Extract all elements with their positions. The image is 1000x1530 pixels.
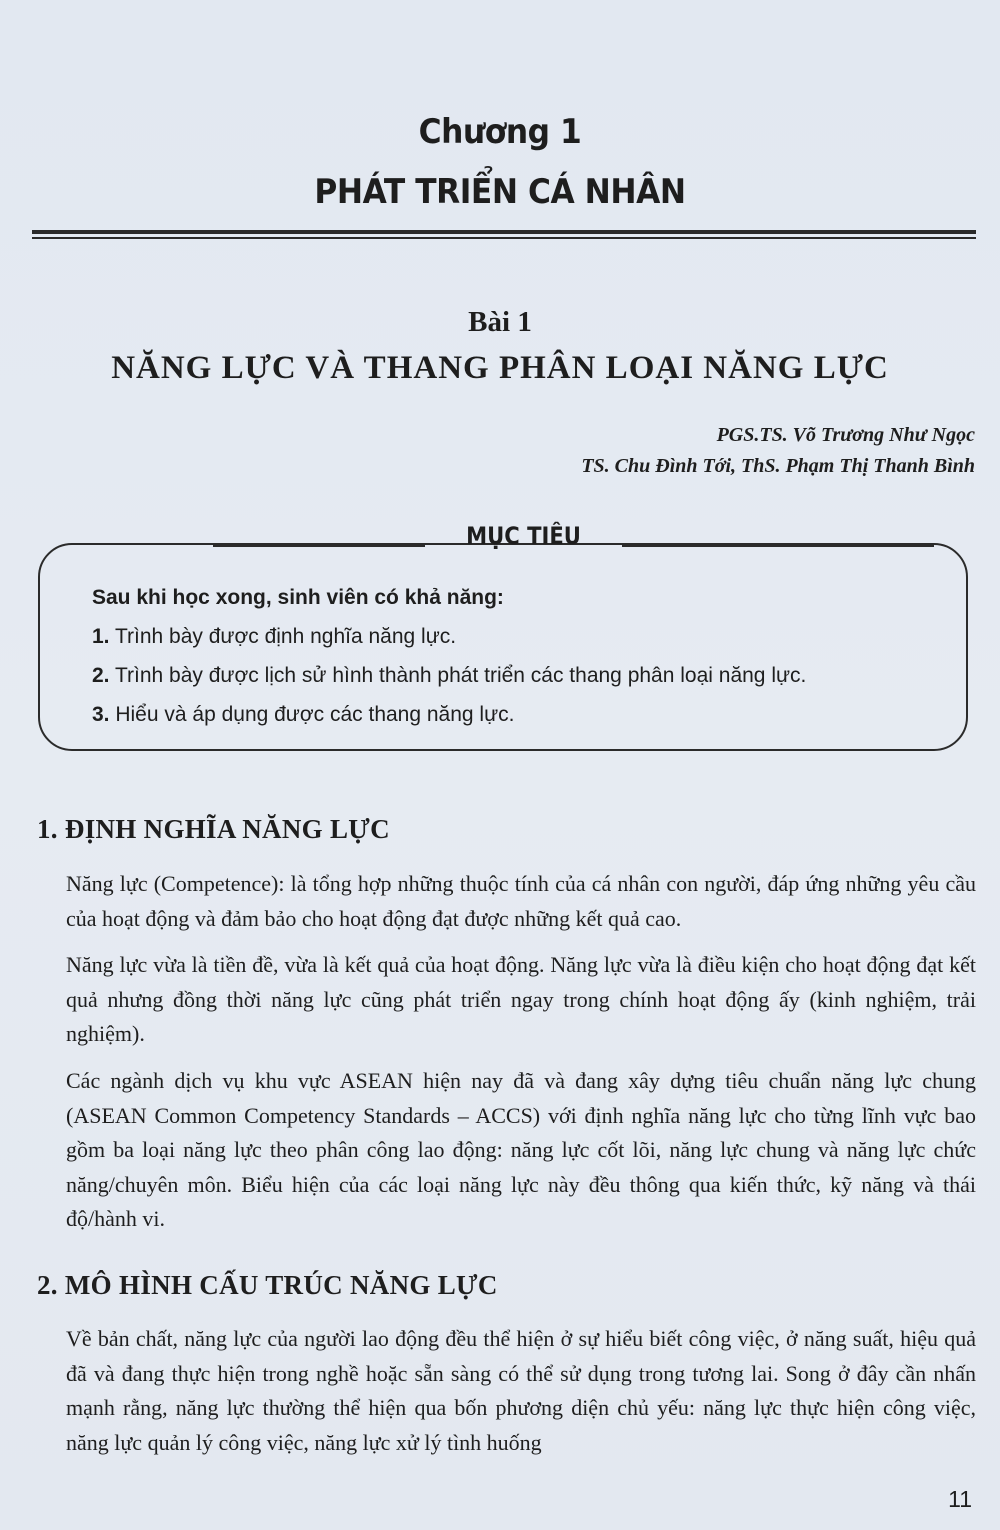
objectives-divider-right: [622, 545, 934, 547]
paragraph: Năng lực vừa là tiền đề, vừa là kết quả của hoạt động. Năng lực vừa là điều kiện cho hoạt động đạt kết quả nhưng đồng thời năng lực cũng phát triển ngay trong chính hoạt động ấy (kinh nghiệm, trải nghiệm).: [66, 952, 976, 1046]
page-number: 11: [948, 1486, 972, 1512]
section-heading-1: 1. ĐỊNH NGHĨA NĂNG LỰC: [37, 814, 390, 844]
paragraph: Về bản chất, năng lực của người lao động đều thể hiện ở sự hiểu biết công việc, ở năng suất, hiệu quả đã và đang thực hiện trong nghề hoặc sẵn sàng có thể sử dụng trong tương lai. Song ở đây cần nhấn mạnh rằng, năng lực thường thể hiện qua bốn phương diện chủ yếu: năng lực thực hiện công việc, năng lực quản lý công việc, năng lực xử lý tình huống: [66, 1326, 976, 1455]
author-line-2: TS. Chu Đình Tới, ThS. Phạm Thị Thanh Bình: [581, 455, 975, 477]
objective-number: 2.: [92, 664, 110, 687]
objective-text: Trình bày được lịch sử hình thành phát triển các thang phân loại năng lực.: [109, 664, 807, 687]
lesson-number: Bài 1: [468, 306, 532, 338]
objective-text: Hiểu và áp dụng được các thang năng lực.: [109, 703, 515, 726]
objective-text: Trình bày được định nghĩa năng lực.: [109, 625, 457, 648]
paragraph: Năng lực (Competence): là tổng hợp những thuộc tính của cá nhân con người, đáp ứng những yêu cầu của hoạt động và đảm bảo cho hoạt động đạt được những kết quả cao.: [66, 871, 976, 931]
objective-item: [92, 664, 806, 688]
objective-number: 1.: [92, 625, 110, 648]
objective-item: [92, 703, 514, 727]
lesson-title: NĂNG LỰC VÀ THANG PHÂN LOẠI NĂNG LỰC: [111, 350, 889, 386]
objective-number: 3.: [92, 703, 110, 726]
chapter-number: Chương 1: [418, 112, 582, 152]
chapter-rule-thin: [32, 237, 976, 239]
section-heading-2: 2. MÔ HÌNH CẤU TRÚC NĂNG LỰC: [37, 1270, 498, 1300]
objectives-intro: Sau khi học xong, sinh viên có khả năng:: [92, 586, 504, 609]
chapter-title: PHÁT TRIỂN CÁ NHÂN: [314, 172, 686, 212]
chapter-rule-thick: [32, 230, 976, 234]
objective-item: [92, 625, 456, 649]
paragraph: Các ngành dịch vụ khu vực ASEAN hiện nay đã và đang xây dựng tiêu chuẩn năng lực chung (ASEAN Common Competency Standards – ACCS) với định nghĩa năng lực cho từng lĩnh vực bao gồm ba loại năng lực theo phân công lao động: năng lực cốt lõi, năng lực chung và năng lực chức năng/chuyên môn. Biểu hiện của các loại năng lực này đều thông qua kiến thức, kỹ năng và thái độ/hành vi.: [66, 1068, 976, 1231]
objectives-divider-left: [213, 545, 425, 547]
author-line-1: PGS.TS. Võ Trương Như Ngọc: [716, 424, 975, 446]
objectives-title: MỤC TIÊU: [466, 522, 581, 550]
